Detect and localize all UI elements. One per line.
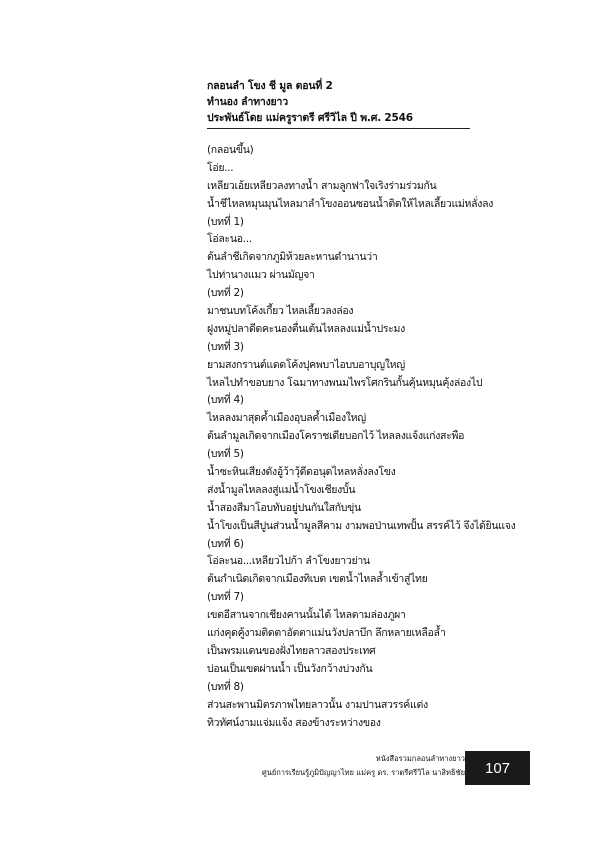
poem-line: ต้นกำเนิดเกิดจากเมืองทิเบต เขตน้ำไหลล้ำเข้าสู่ไทย (207, 573, 428, 586)
section-heading: (บทที่ 5) (207, 448, 244, 461)
poem-line: มาชนบทโค้งเกี้ยว ไหลเลี้ยวลงล่อง (207, 305, 354, 318)
poem-title: กลอนลำ โขง ชี มูล ตอนที่ 2 (207, 80, 333, 92)
melody-subtitle: ทำนอง ลำทางยาว (207, 96, 288, 108)
poem-line: น้ำซะหินเสียงดังอู้ว้าวุ้ดีดอนุดไหลหลั่งลงโขง (207, 466, 396, 479)
poem-line: ทิวทัศน์งามแจ่มแจ้ง สองข้างระหว่างของ (207, 716, 381, 729)
book-title: หนังสือรวมกลอนลำทางยาว (375, 754, 465, 763)
poem-line: เหลียวเอ้ยเหลียวลงทางน้ำ สามลูกฟาใจเริงร่ามร่วมกัน (207, 179, 437, 192)
page-number: 107 (465, 751, 530, 785)
poem-line: น้ำสองสีมาโอบทับอยู่ปนกันใสกับขุ่น (207, 501, 361, 514)
poem-line: ต้นลำมูลเกิดจากเมืองโคราชเดียบอกไว้ ไหลลงแจ้งแก่งสะพือ (207, 430, 465, 443)
section-heading: (บทที่ 1) (207, 215, 244, 228)
poem-line: โอ่ละนอ... (207, 233, 252, 246)
section-heading: (กลอนขึ้น) (207, 144, 254, 156)
section-heading: (บทที่ 6) (207, 537, 244, 550)
page-header (207, 78, 470, 133)
poem-line: บ่อนเป็นเขตผ่านน้ำ เป็นวังกว้างบ่วงกัน (207, 662, 373, 675)
poem-line: ไหลไปทำขอบยาง โฉมาทางพนมไพรโศกรินกั้นคุ้นหมุนคุ้งล่องไป (207, 376, 483, 389)
section-heading: (บทที่ 3) (207, 340, 244, 353)
author-line: ประพันธ์โดย แม่ครูราตรี ศรีวิไล ปี พ.ศ. 2546 (207, 110, 470, 129)
publisher-line: ศูนย์การเรียนรู้ภูมิปัญญาไทย แม่ครู ดร. ราตรีศรีวิไล นาสิทธิชัย (261, 768, 465, 777)
page-footer (255, 752, 465, 780)
poem-body (207, 142, 516, 732)
poem-line: ฝูงหมู่ปลาดีดคะนองตื่นเต้นไหลลงแม่น้ำประมง (207, 322, 405, 335)
poem-line: เป็นพรมแดนของฝั่งไทยลาวสองประเทศ (207, 644, 376, 657)
poem-line: ไปท่านางแมว ผ่านมัญจา (207, 269, 315, 282)
poem-line: เขตอีสานจากเชียงคานนั้นได้ ไหลตามล่องภูผา (207, 609, 406, 622)
poem-line: ส่วนสะพานมิตรภาพไทยลาวนั้น งามปานสวรรค์แต่ง (207, 698, 428, 711)
poem-line: ยามสงกรานต์แดดโค้งปุคพบาไอบบอาบุญใหญ่ (207, 358, 405, 371)
poem-line: น้ำโขงเป็นสีปูนส่วนน้ำมูลสีคาม งามพอป่านเทพปั้น สรรค์ไว้ จึงได้ยินแจง (207, 519, 516, 532)
poem-line: โอ่ย... (207, 161, 234, 174)
poem-line: ส่งน้ำมูลไหลลงสู่แม่น้ำโขงเชียงบั้น (207, 483, 356, 496)
section-heading: (บทที่ 7) (207, 591, 244, 604)
section-heading: (บทที่ 8) (207, 680, 244, 693)
poem-line: โอ่ละนอ...เหลียวไปก้า ลำโขงยาวย่าน (207, 555, 370, 568)
section-heading: (บทที่ 2) (207, 287, 244, 300)
poem-line: แก่งคุดคู้งามติดตาอัตตาแม่นวังปลาบึก ลึกหลายเหลือล้ำ (207, 627, 446, 640)
poem-line: ต้นลำชีเกิดจากภูมิห้วยละหานดำนานว่า (207, 251, 378, 264)
section-heading: (บทที่ 4) (207, 394, 244, 407)
poem-line: น้ำชีไหลหมุนมุนไหลมาลำโขงออนซอนน้ำติดให้ไหลเลี้ยวแม่หลั่งลง (207, 197, 494, 210)
poem-line: ไหลลงมาสุดค้ำเมืองอุบลค้ำเมืองใหญ่ (207, 412, 366, 425)
